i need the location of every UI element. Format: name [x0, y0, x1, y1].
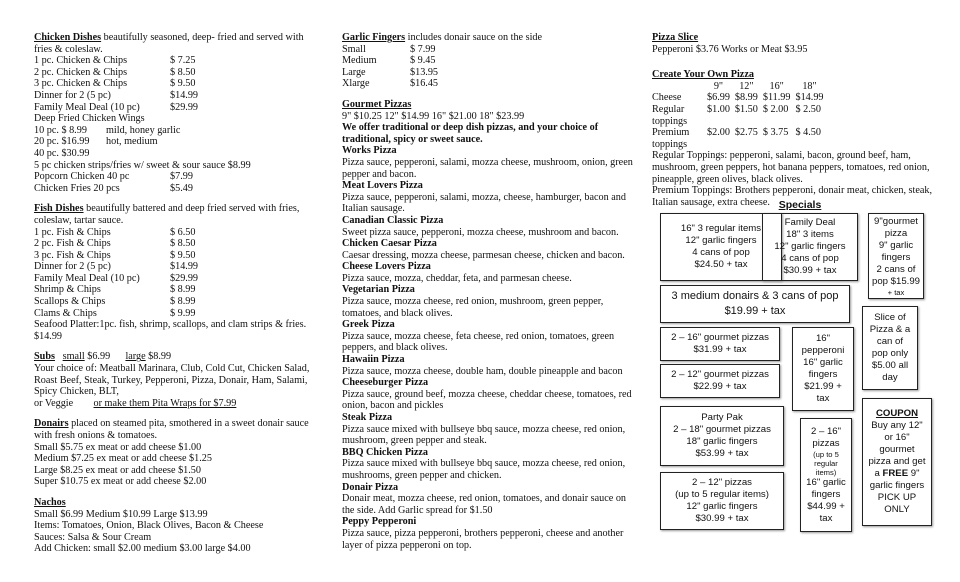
garlic-item-name: Large — [342, 66, 366, 78]
cyo-cell: $1.50 — [734, 103, 758, 115]
special-line: 2 – 16" gourmet pizzas — [671, 332, 769, 343]
special-line: 12" garlic fingers — [686, 501, 758, 512]
fish-item-name: Family Meal Deal (10 pc) — [34, 272, 140, 284]
chicken-title: Chicken Dishes — [34, 32, 102, 43]
fish-item-name: Clams & Chips — [34, 307, 97, 319]
special-line: 12" garlic fingers — [685, 235, 757, 246]
gourmet-pizza-desc: Pizza sauce, pizza pepperoni, brothers pepperoni, cheese and another layer of pizza pepperoni on top. — [342, 527, 624, 551]
coupon-line: Buy any 12" — [871, 420, 923, 431]
special-line: 2 cans of — [876, 263, 916, 275]
cyo-size-cell — [652, 81, 707, 93]
gourmet-pizza-desc: Pizza sauce, pepperoni, salami, mozza cheese, mushroom, onion, green pepper and bacon. — [342, 156, 633, 180]
gourmet-pizza-desc: Pizza sauce mixed with bullseye bbq sauce, mozza cheese, red onion, mushroom, green pepper and steak. — [342, 423, 626, 447]
subs-wrap: or make them Pita Wraps for $7.99 — [93, 397, 237, 409]
fish-items — [34, 227, 324, 320]
cyo-size-cell: 16" — [769, 80, 784, 92]
chicken-desc: beautifully seasoned, deep- fried and served with fries & coleslaw. — [34, 32, 304, 55]
garlic-desc: includes donair sauce on the side — [405, 32, 543, 43]
special-line: (up to 5 — [813, 449, 839, 459]
special-line: regular — [814, 458, 838, 468]
special-line: 16" garlic — [806, 476, 846, 488]
cyo-cell: $11.99 — [762, 92, 791, 104]
special-line: 2 – 12" pizzas — [692, 477, 752, 488]
fish-item-price: $ 6.50 — [170, 226, 196, 238]
special-line: $30.99 + tax — [695, 513, 749, 524]
special-line: $5.00 all — [871, 360, 909, 371]
garlic-item — [342, 67, 638, 79]
fish-item — [34, 308, 324, 320]
cyo-size-cell: 9" — [713, 80, 724, 92]
donairs-section — [34, 418, 324, 488]
wings-item-note: mild, honey garlic — [106, 124, 181, 136]
gourmet-pizza-desc: Pizza sauce, mozza cheese, double ham, double pineapple and bacon — [342, 365, 623, 377]
fish-item — [34, 250, 324, 262]
chicken-extra-price: $7.99 — [170, 171, 193, 183]
fish-item-price: $14.99 — [170, 261, 199, 273]
fish-item — [34, 296, 324, 308]
nachos-prices: Small $6.99 Medium $10.99 Large $13.99 — [34, 508, 208, 520]
nachos-title: Nachos — [34, 496, 66, 508]
cyo-cell: $2.75 — [734, 127, 758, 139]
fish-item — [34, 284, 324, 296]
wings-item-name: 20 pc. $16.99 — [34, 136, 90, 148]
garlic-item-name: Medium — [342, 55, 377, 67]
special-box-5 — [862, 306, 918, 390]
chicken-item-price: $29.99 — [170, 101, 199, 113]
wings-item-name: 40 pc. $30.99 — [34, 147, 90, 159]
nachos-chicken: Add Chicken: small $2.00 medium $3.00 large $4.00 — [34, 543, 251, 555]
cyo-cell: $ 2.50 — [795, 103, 821, 115]
special-line: $53.99 + tax — [695, 448, 749, 459]
nachos-section — [34, 497, 324, 555]
subs-large-label: large — [125, 351, 146, 363]
gourmet-pizza-name: Steak Pizza — [342, 412, 393, 423]
cyo-title: Create Your Own Pizza — [652, 69, 754, 81]
special-line: 12" garlic fingers — [774, 241, 846, 252]
cyo-table — [652, 81, 829, 151]
subs-small-label: small — [62, 351, 85, 363]
coupon-line: PICK UP — [877, 492, 917, 503]
special-line: day — [882, 372, 898, 383]
gourmet-pizza-desc: Caesar dressing, mozza cheese, parmesan cheese, chicken and bacon. — [342, 249, 625, 261]
wings-title: Deep Fried Chicken Wings — [34, 113, 145, 125]
cyo-row — [652, 127, 829, 150]
gourmet-section — [342, 99, 638, 551]
special-line: 2 – 12" gourmet pizzas — [671, 369, 769, 380]
chicken-item — [34, 102, 324, 114]
chicken-item — [34, 78, 324, 90]
gourmet-pizza-name: Canadian Classic Pizza — [342, 214, 444, 226]
garlic-item-price: $ 7.99 — [410, 43, 436, 55]
garlic-item — [342, 78, 638, 90]
coupon-line: ONLY — [884, 504, 910, 515]
chicken-item-name: 1 pc. Chicken & Chips — [34, 55, 128, 67]
special-box-3 — [868, 213, 924, 299]
gourmet-pizza-name: Greek Pizza — [342, 319, 395, 331]
special-box-7 — [792, 327, 854, 411]
gourmet-pizza-desc: Pizza sauce, mozza cheese, feta cheese, red onion, tomatoes, green peppers, and black olives. — [342, 330, 615, 354]
special-line: $19.99 + tax — [724, 305, 786, 317]
strips-line: 5 pc chicken strips/fries w/ sweet & sour sauce $8.99 — [34, 159, 251, 171]
donair-items — [34, 442, 324, 488]
donairs-desc: placed on steamed pita, smothered in a sweet donair sauce with fresh onions & tomatoes. — [34, 418, 309, 441]
fish-item-price: $29.99 — [170, 272, 199, 284]
gourmet-pizza-name: Hawaiin Pizza — [342, 354, 405, 366]
coupon-line: garlic fingers — [869, 480, 925, 491]
gourmet-pizza-name: Chicken Caesar Pizza — [342, 238, 437, 250]
subs-title: Subs — [34, 351, 55, 363]
fish-desc: beautifully battered and deep fried served with fries, coleslaw, tartar sauce. — [34, 203, 300, 226]
garlic-items — [342, 44, 638, 90]
cyo-section — [652, 69, 948, 208]
fish-item — [34, 273, 324, 285]
chicken-extra — [34, 183, 324, 195]
chicken-item-price: $ 8.50 — [170, 66, 196, 78]
chicken-extra — [34, 171, 324, 183]
nachos-sauces: Sauces: Salsa & Sour Cream — [34, 531, 152, 543]
special-line: pop $15.99 — [871, 275, 920, 287]
cyo-cell: $8.99 — [734, 92, 758, 104]
fish-item — [34, 261, 324, 273]
seafood-platter: Seafood Platter:1pc. fish, shrimp, scallops, and clam strips & fries. $14.99 — [34, 319, 307, 342]
subs-small-price: $6.99 — [84, 351, 111, 363]
special-line: fingers — [808, 369, 838, 380]
chicken-extra-price: $5.49 — [170, 182, 193, 194]
special-line: 9" garlic — [878, 239, 914, 251]
special-line: pepperoni — [801, 345, 845, 356]
coupon-line: a — [874, 468, 883, 479]
special-line: 16" garlic — [803, 357, 843, 368]
coupon-line: or 16" — [884, 432, 910, 443]
subs-veggie: or Veggie — [34, 397, 74, 409]
coupon-free: FREE — [882, 468, 909, 479]
special-line: 4 cans of pop — [781, 253, 839, 264]
coupon-free-line — [874, 468, 919, 480]
chicken-item-name: 2 pc. Chicken & Chips — [34, 66, 128, 78]
donair-item: Large $8.25 ex meat or add cheese $1.50 — [34, 464, 201, 476]
donair-item: Small $5.75 ex meat or add cheese $1.00 — [34, 441, 202, 453]
chicken-item-name: Dinner for 2 (5 pc) — [34, 89, 111, 101]
gourmet-title: Gourmet Pizzas — [342, 98, 412, 110]
cyo-cell: Cheese — [652, 92, 682, 104]
cyo-size-cell: 18" — [802, 80, 817, 92]
specials-title: Specials — [778, 199, 822, 211]
special-line: 16" — [815, 333, 831, 344]
garlic-section — [342, 32, 638, 90]
gourmet-intro: We offer traditional or deep dish pizzas, and your choice of traditional, spicy or sweet sauce. — [342, 122, 599, 145]
special-line: 2 – 16" — [810, 425, 842, 437]
gourmet-sizes: 9" $10.25 12" $14.99 16" $21.00 18" $23.99 — [342, 110, 525, 122]
special-line: Party Pak — [701, 412, 743, 423]
cyo-cell: Regular toppings — [652, 103, 688, 127]
subs-veggie-line — [34, 398, 324, 410]
subs-section — [34, 351, 324, 409]
chicken-item-price: $ 7.25 — [170, 55, 196, 67]
fish-title: Fish Dishes — [34, 203, 84, 215]
chicken-item — [34, 90, 324, 102]
special-line: $24.50 + tax — [694, 259, 748, 270]
garlic-item-price: $16.45 — [410, 78, 439, 90]
fish-section — [34, 203, 324, 342]
special-box-9 — [660, 406, 784, 466]
donairs-title: Donairs — [34, 418, 69, 430]
fish-item-price: $ 9.50 — [170, 249, 196, 261]
chicken-item — [34, 67, 324, 79]
special-line: Pizza & a — [869, 324, 911, 335]
chicken-item — [34, 55, 324, 67]
special-line: 16" 3 regular items — [680, 223, 762, 234]
special-line: $30.99 + tax — [783, 265, 837, 276]
slice-title: Pizza Slice — [652, 32, 699, 43]
chicken-extras — [34, 171, 324, 194]
wings-items — [34, 125, 324, 160]
special-line: can of — [876, 336, 904, 347]
subs-desc: Your choice of: Meatball Marinara, Club, Cold Cut, Chicken Salad, Roast Beef, Steak, Turkey, Pepperoni, Pizza, Donair, Ham, Salami, Spicy Chicken, BLT, — [34, 363, 310, 398]
fish-item-name: Dinner for 2 (5 pc) — [34, 261, 111, 273]
gourmet-pizza-name: Cheeseburger Pizza — [342, 377, 429, 389]
special-line: pizza — [884, 227, 908, 239]
wings-item-name: 10 pc. $ 8.99 — [34, 124, 87, 136]
cyo-size-cell: 12" — [739, 80, 754, 92]
cyo-cell: $ 4.50 — [795, 127, 821, 139]
fish-item-price: $ 9.99 — [170, 307, 196, 319]
special-line: tax — [816, 393, 830, 404]
wings-item-note: hot, medium — [106, 136, 158, 148]
garlic-item-name: Small — [342, 43, 366, 55]
garlic-title: Garlic Fingers — [342, 32, 406, 43]
donair-item: Super $10.75 ex meat or add cheese $2.00 — [34, 476, 207, 488]
cyo-row — [652, 92, 829, 104]
gourmet-pizza-name: Peppy Pepperoni — [342, 516, 417, 528]
subs-large-price: $8.99 — [145, 351, 172, 363]
chicken-items — [34, 55, 324, 113]
gourmet-pizza-name: Works Pizza — [342, 145, 397, 157]
special-line: Slice of — [874, 312, 906, 323]
garlic-item — [342, 55, 638, 67]
special-line: (up to 5 regular items) — [675, 489, 769, 500]
coupon-line: gourmet — [879, 444, 915, 455]
cyo-regular: Regular Toppings: pepperoni, salami, bacon, ground beef, ham, mushroom, green peppers, hot banana peppers, tomatoes, red onion, pineapple, green olives, black olives. — [652, 150, 930, 185]
garlic-item — [342, 44, 638, 56]
gourmet-pizza-desc: Sweet pizza sauce, pepperoni, mozza cheese, mushroom and bacon. — [342, 226, 619, 238]
cyo-cell: $ 2.00 — [762, 103, 789, 115]
special-line: 2 – 18" gourmet pizzas — [673, 424, 771, 435]
subs-header — [34, 351, 324, 363]
garlic-header — [342, 32, 638, 44]
special-line: $21.99 + — [804, 381, 842, 392]
column-right — [652, 32, 948, 217]
fish-item — [34, 238, 324, 250]
cyo-cell: $2.00 — [707, 127, 730, 139]
special-line: 18" garlic fingers — [686, 436, 758, 447]
chicken-item-name: 3 pc. Chicken & Chips — [34, 78, 128, 90]
fish-item-name: Shrimp & Chips — [34, 284, 101, 296]
chicken-header — [34, 32, 324, 55]
fish-item-price: $ 8.99 — [170, 296, 196, 308]
special-box-10 — [800, 418, 852, 532]
special-box-6 — [660, 327, 780, 361]
cyo-row — [652, 104, 829, 127]
column-left — [34, 32, 324, 564]
cyo-cell: $1.00 — [707, 103, 730, 115]
coupon-line: pizza and get — [868, 456, 926, 467]
fish-item-name: Scallops & Chips — [34, 296, 106, 308]
gourmet-pizza-desc: Pizza sauce, mozza, cheddar, feta, and parmesan cheese. — [342, 272, 572, 284]
donairs-header — [34, 418, 324, 441]
special-line: tax — [819, 512, 833, 524]
special-line: $44.99 + — [807, 500, 845, 512]
nachos-items: Items: Tomatoes, Onion, Black Olives, Bacon & Cheese — [34, 520, 264, 532]
coupon-title: COUPON — [875, 408, 919, 419]
gourmet-pizza-desc: Pizza sauce, ground beef, mozza cheese, cheddar cheese, tomatoes, red onion, bacon and pickles — [342, 388, 632, 412]
special-box-4 — [660, 285, 850, 323]
gourmet-pizza-desc: Donair meat, mozza cheese, red onion, tomatoes, and donair sauce on the side. Add Garlic spread for $1.50 — [342, 493, 627, 516]
fish-item-price: $ 8.99 — [170, 284, 196, 296]
gourmet-pizza-desc: Pizza sauce mixed with bullseye bbq sauce, mozza cheese, red onion, mushrooms, green pepper and chicken. — [342, 458, 626, 481]
special-line: 4 cans of pop — [692, 247, 750, 258]
special-line: fingers — [881, 251, 911, 263]
fish-item-name: 3 pc. Fish & Chips — [34, 249, 111, 261]
gourmet-pizza-name: Donair Pizza — [342, 481, 399, 493]
chicken-extra-name: Chicken Fries 20 pcs — [34, 182, 120, 194]
slice-line: Pepperoni $3.76 Works or Meat $3.95 — [652, 43, 808, 55]
fish-item-name: 2 pc. Fish & Chips — [34, 238, 111, 250]
coupon-box — [862, 398, 932, 526]
cyo-size-row — [652, 81, 829, 93]
garlic-item-price: $13.95 — [410, 66, 439, 78]
slice-section — [652, 32, 948, 55]
fish-item-price: $ 8.50 — [170, 238, 196, 250]
gourmet-list — [342, 145, 638, 551]
chicken-item-price: $ 9.50 — [170, 78, 196, 90]
special-line: 9"gourmet — [874, 215, 918, 227]
fish-header — [34, 203, 324, 226]
gourmet-pizza-desc: Pizza sauce, pepperoni, salami, mozza, cheese, hamburger, bacon and Italian sausage. — [342, 191, 626, 215]
special-line: Family Deal — [784, 217, 836, 228]
special-line: pizzas — [812, 437, 840, 449]
special-line: 18" 3 items — [786, 229, 834, 240]
cyo-cell: $ 3.75 — [762, 127, 789, 139]
special-line: fingers — [811, 488, 841, 500]
cyo-cell: $14.99 — [795, 92, 824, 104]
gourmet-pizza-name: Meat Lovers Pizza — [342, 180, 423, 192]
cyo-cell: Premium toppings — [652, 127, 690, 150]
gourmet-pizza-name: Cheese Lovers Pizza — [342, 261, 431, 273]
special-line: + tax — [887, 287, 905, 297]
special-box-2 — [762, 213, 858, 281]
garlic-item-name: Xlarge — [342, 78, 370, 90]
gourmet-pizza-name: Vegetarian Pizza — [342, 284, 415, 296]
fish-item-name: 1 pc. Fish & Chips — [34, 226, 111, 238]
chicken-item-price: $14.99 — [170, 89, 199, 101]
special-box-8 — [660, 364, 780, 398]
special-box-11 — [660, 472, 784, 530]
donair-item: Medium $7.25 ex meat or add cheese $1.25 — [34, 453, 212, 465]
wings-item — [34, 148, 324, 160]
special-line: $22.99 + tax — [693, 381, 747, 392]
cyo-cell: $6.99 — [707, 92, 730, 104]
coupon-line: 9" — [908, 468, 920, 479]
column-middle — [342, 32, 638, 560]
wings-item — [34, 125, 324, 137]
chicken-extra-name: Popcorn Chicken 40 pc — [34, 171, 130, 183]
special-line: 3 medium donairs & 3 cans of pop — [671, 290, 839, 302]
gourmet-pizza-name: BBQ Chicken Pizza — [342, 446, 429, 458]
garlic-item-price: $ 9.45 — [410, 55, 436, 67]
special-line: items) — [815, 467, 837, 477]
chicken-item-name: Family Meal Deal (10 pc) — [34, 101, 140, 113]
special-line: $31.99 + tax — [693, 344, 747, 355]
cyo-premium: Premium Toppings: Brothers pepperoni, donair meat, chicken, steak, Italian sausage, extra cheese. — [652, 185, 933, 208]
wings-item — [34, 136, 324, 148]
chicken-section — [34, 32, 324, 194]
gourmet-pizza-desc: Pizza sauce, mozza cheese, red onion, mushroom, green pepper, tomatoes, and black olives. — [342, 296, 604, 319]
fish-item — [34, 227, 324, 239]
special-line: pop only — [871, 348, 909, 359]
